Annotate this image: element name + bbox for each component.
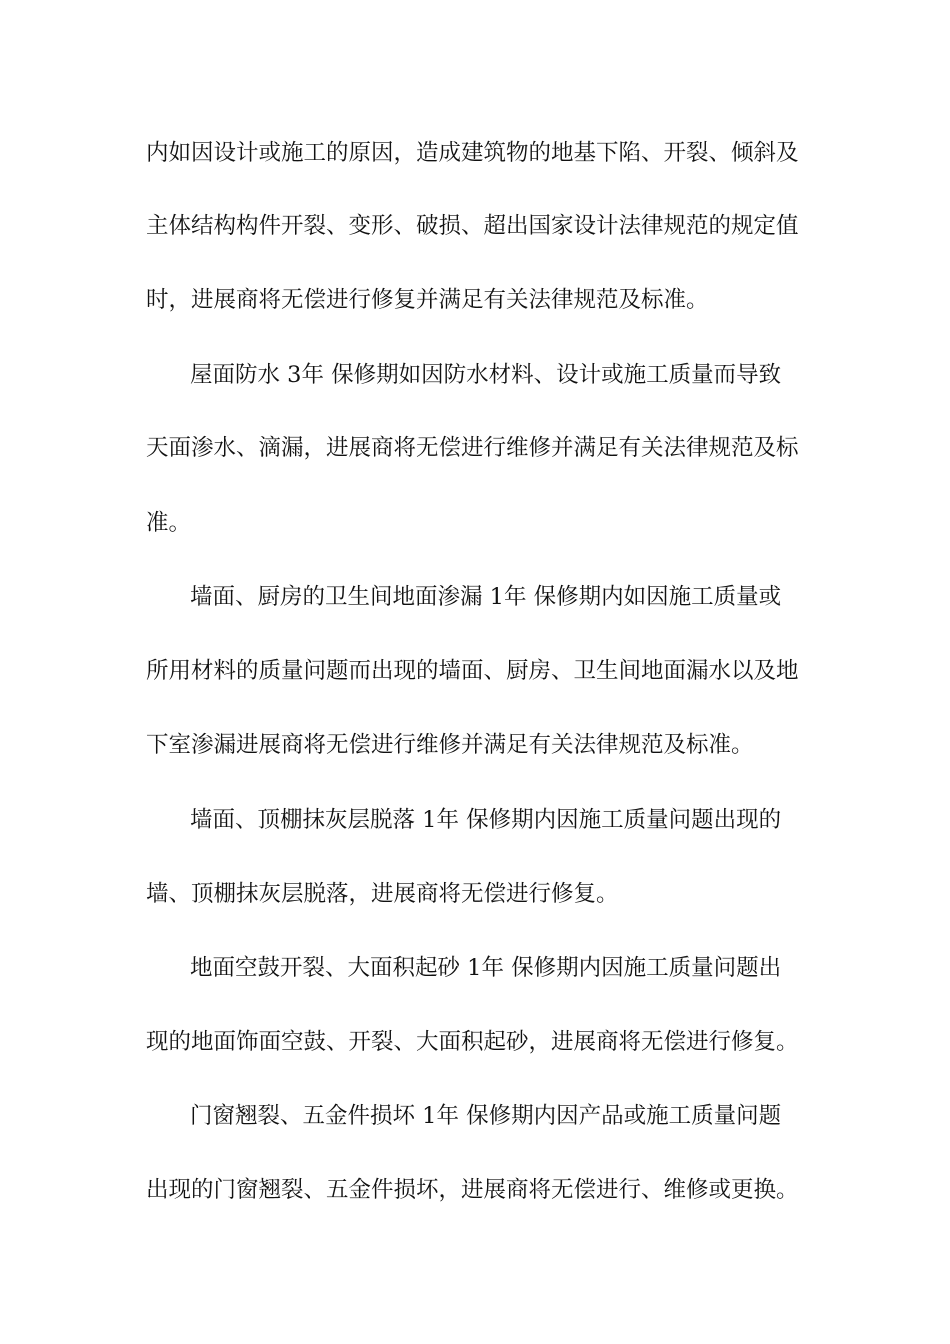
text-line: 墙面、厨房的卫生间地面渗漏 1年 保修期内如因施工质量或 [190, 584, 782, 610]
text-line: 屋面防水 3年 保修期如因防水材料、设计或施工质量而导致 [190, 362, 782, 388]
text-line: 天面渗水、滴漏，进展商将无偿进行维修并满足有关法律规范及标 [146, 435, 799, 461]
text-line: 内如因设计或施工的原因，造成建筑物的地基下陷、开裂、倾斜及 [146, 140, 799, 166]
text-line: 门窗翘裂、五金件损坏 1年 保修期内因产品或施工质量问题 [190, 1103, 782, 1129]
text-line: 地面空鼓开裂、大面积起砂 1年 保修期内因施工质量问题出 [190, 955, 782, 981]
text-line: 出现的门窗翘裂、五金件损坏，进展商将无偿进行、维修或更换。 [146, 1177, 799, 1203]
text-line: 所用材料的质量问题而出现的墙面、厨房、卫生间地面漏水以及地 [146, 658, 799, 684]
text-line: 墙面、顶棚抹灰层脱落 1年 保修期内因施工质量问题出现的 [190, 807, 782, 833]
text-line: 准。 [146, 510, 192, 536]
text-line: 现的地面饰面空鼓、开裂、大面积起砂，进展商将无偿进行修复。 [146, 1029, 799, 1055]
text-line: 时，进展商将无偿进行修复并满足有关法律规范及标准。 [146, 287, 709, 313]
text-line: 墙、顶棚抹灰层脱落，进展商将无偿进行修复。 [146, 881, 619, 907]
text-line: 主体结构构件开裂、变形、破损、超出国家设计法律规范的规定值 [146, 213, 799, 239]
text-line: 下室渗漏进展商将无偿进行维修并满足有关法律规范及标准。 [146, 732, 754, 758]
